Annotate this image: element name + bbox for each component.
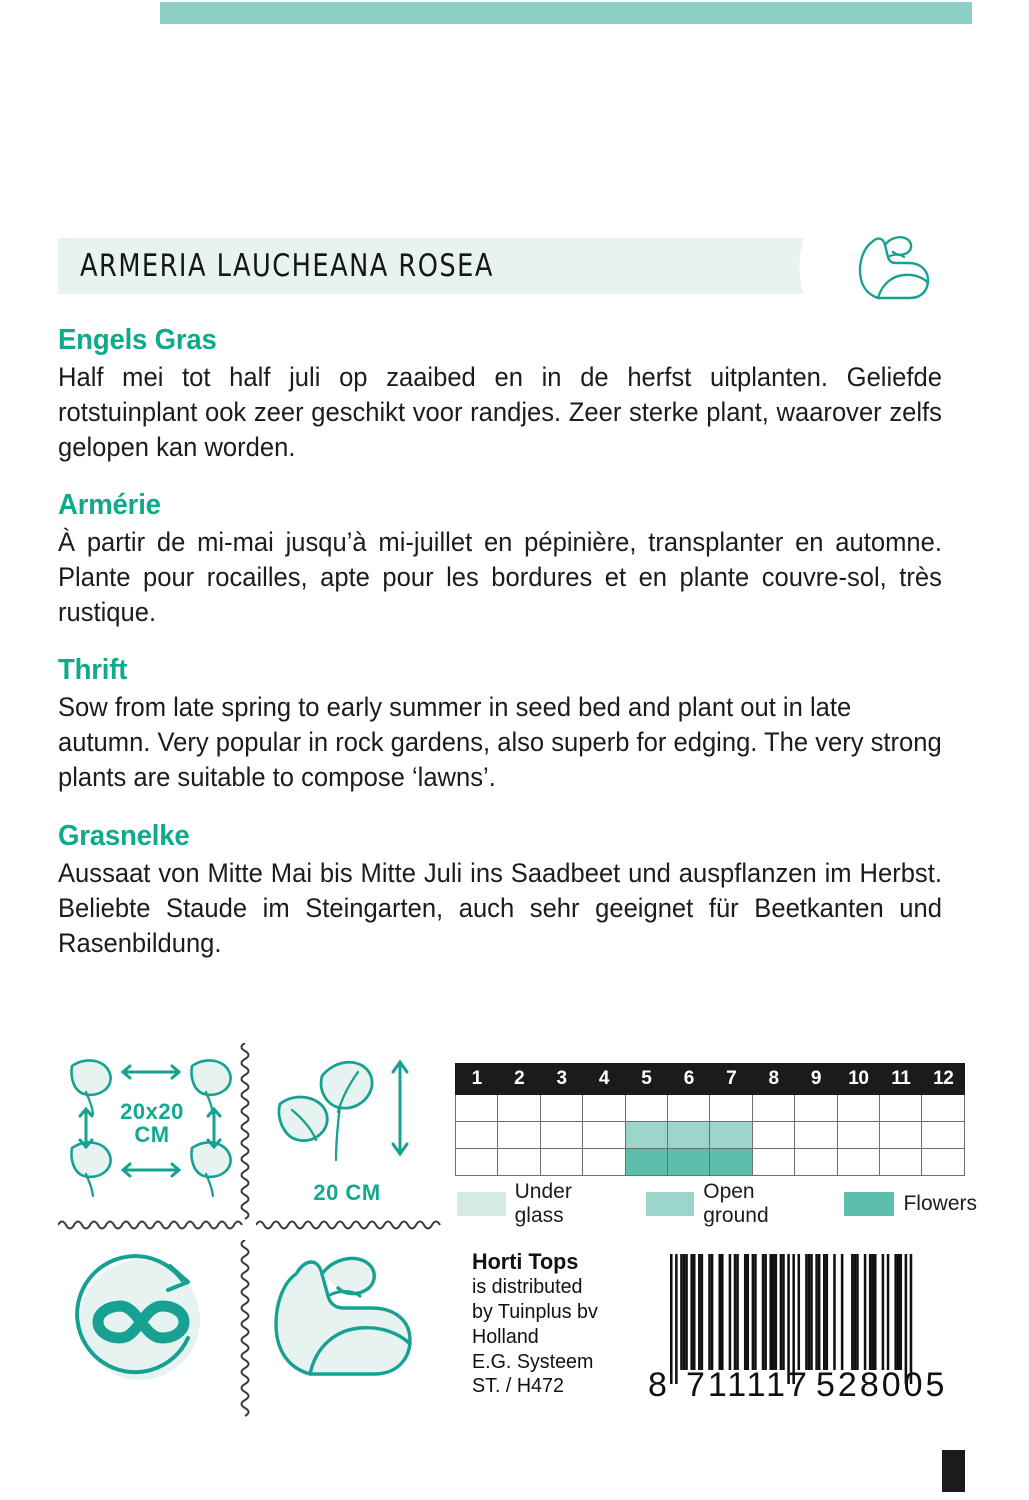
calendar-cell xyxy=(880,1095,922,1122)
svg-text:528005: 528005 xyxy=(816,1366,948,1402)
calendar-cell xyxy=(752,1149,794,1176)
calendar-cell xyxy=(668,1095,710,1122)
page-title: ARMERIA LAUCHEANA ROSEA xyxy=(80,248,494,284)
section-heading-english: Thrift xyxy=(58,654,128,686)
section-body-english: Sow from late spring to early summer in seed bed and plant out in late autumn. Very popular in rock gardens, also superb for edging. The very strong plants are suitable to compose ‘lawns’. xyxy=(58,692,942,793)
title-banner xyxy=(58,238,833,294)
section-french xyxy=(58,489,974,631)
hardy-muscle-icon xyxy=(258,1246,436,1398)
calendar-cell xyxy=(540,1149,582,1176)
calendar-month-cell: 5 xyxy=(625,1064,667,1095)
calendar-row-open_ground xyxy=(456,1122,965,1149)
section-heading-german: Grasnelke xyxy=(58,820,190,852)
calendar-cell-active xyxy=(668,1122,710,1149)
calendar-month-cell: 1 xyxy=(456,1064,498,1095)
calendar-month-cell: 4 xyxy=(583,1064,625,1095)
brand-name: Horti Tops xyxy=(472,1249,579,1274)
calendar-cell xyxy=(880,1122,922,1149)
calendar-month-cell: 7 xyxy=(710,1064,752,1095)
wavy-divider xyxy=(256,1218,442,1232)
barcode xyxy=(634,1250,960,1402)
calendar-cell xyxy=(625,1095,667,1122)
calendar-month-cell: 2 xyxy=(498,1064,540,1095)
section-body-dutch: Half mei tot half juli op zaaibed en in de herfst uitplanten. Geliefde rotstuinplant ook zeer geschikt voor randjes. Zeer sterke plant, waarover zelfs gelopen kan worden. xyxy=(58,362,942,463)
calendar-month-cell: 12 xyxy=(922,1064,965,1095)
sowing-calendar xyxy=(455,1063,965,1176)
calendar-month-cell: 9 xyxy=(795,1064,837,1095)
distributor-line: is distributed xyxy=(472,1275,583,1299)
calendar-cell-active xyxy=(625,1149,667,1176)
legend-item xyxy=(457,1180,624,1228)
height-label: 20 CM xyxy=(313,1180,381,1205)
legend-swatch xyxy=(844,1192,894,1216)
calendar-month-cell: 6 xyxy=(668,1064,710,1095)
calendar-cell xyxy=(456,1149,498,1176)
calendar-cell xyxy=(710,1095,752,1122)
wavy-divider-vertical xyxy=(238,1240,252,1420)
calendar-cell xyxy=(583,1122,625,1149)
distributor-line: E.G. Systeem xyxy=(472,1349,594,1373)
calendar-month-cell: 10 xyxy=(837,1064,879,1095)
calendar-month-cell: 8 xyxy=(752,1064,794,1095)
calendar-cell xyxy=(922,1149,965,1176)
calendar-cell xyxy=(498,1095,540,1122)
muscle-arm-icon xyxy=(852,228,934,306)
svg-text:711117: 711117 xyxy=(686,1366,810,1402)
top-color-bar xyxy=(160,2,972,24)
section-heading-dutch: Engels Gras xyxy=(58,324,217,356)
legend-label: Flowers xyxy=(903,1192,977,1215)
calendar-cell xyxy=(540,1095,582,1122)
calendar-cell xyxy=(837,1149,879,1176)
calendar-cell xyxy=(583,1095,625,1122)
calendar-cell xyxy=(540,1122,582,1149)
calendar-cell-active xyxy=(668,1149,710,1176)
distributor-line: ST. / H472 xyxy=(472,1374,564,1398)
section-dutch xyxy=(58,324,974,466)
calendar-cell xyxy=(498,1122,540,1149)
spacing-label: 20x20 CM xyxy=(120,1099,184,1148)
calendar-cell xyxy=(837,1122,879,1149)
section-body-french: À partir de mi-mai jusqu’à mi-juillet en pépinière, transplanter en automne. Plante pour rocailles, apte pour les bordures et en plante couvre-sol, très rustique. xyxy=(58,527,942,628)
legend-item xyxy=(646,1180,823,1228)
section-body-german: Aussaat von Mitte Mai bis Mitte Juli ins Saadbeet und auspflanzen im Herbst. Beliebte Staude im Steingarten, auch sehr geeignet für Beetkanten und Rasenbildung. xyxy=(58,858,942,959)
perennial-infinity-icon xyxy=(62,1246,240,1398)
legend-swatch xyxy=(646,1192,695,1216)
calendar-month-cell: 3 xyxy=(540,1064,582,1095)
calendar-cell xyxy=(922,1122,965,1149)
calendar-cell-active xyxy=(710,1122,752,1149)
calendar-cell xyxy=(795,1149,837,1176)
calendar-legend xyxy=(457,1180,977,1228)
legend-item xyxy=(844,1192,977,1216)
distributor-info xyxy=(472,1248,598,1399)
print-registration-mark xyxy=(942,1450,965,1492)
calendar-cell xyxy=(837,1095,879,1122)
calendar-cell xyxy=(498,1149,540,1176)
calendar-month-cell: 11 xyxy=(880,1064,922,1095)
distributor-line: by Tuinplus bv xyxy=(472,1300,598,1324)
legend-label: Open ground xyxy=(703,1180,769,1227)
calendar-cell xyxy=(583,1149,625,1176)
distributor-line: Holland xyxy=(472,1324,539,1348)
wavy-divider xyxy=(58,1218,244,1232)
plant-height-icon xyxy=(258,1048,436,1200)
section-heading-french: Armérie xyxy=(58,489,161,521)
wavy-divider-vertical xyxy=(238,1043,252,1223)
calendar-cell xyxy=(752,1122,794,1149)
svg-text:8: 8 xyxy=(648,1366,667,1402)
legend-label: Under glass xyxy=(514,1180,572,1227)
calendar-cell xyxy=(752,1095,794,1122)
calendar-cell xyxy=(880,1149,922,1176)
calendar-row-under_glass xyxy=(456,1095,965,1122)
calendar-cell xyxy=(456,1095,498,1122)
legend-swatch xyxy=(457,1192,506,1216)
calendar-cell xyxy=(795,1095,837,1122)
section-english xyxy=(58,654,974,796)
calendar-cell xyxy=(795,1122,837,1149)
calendar-month-header xyxy=(456,1064,965,1095)
calendar-cell-active xyxy=(710,1149,752,1176)
calendar-cell xyxy=(456,1122,498,1149)
calendar-row-flowers xyxy=(456,1149,965,1176)
calendar-cell-active xyxy=(625,1122,667,1149)
calendar-cell xyxy=(922,1095,965,1122)
section-german xyxy=(58,820,974,962)
